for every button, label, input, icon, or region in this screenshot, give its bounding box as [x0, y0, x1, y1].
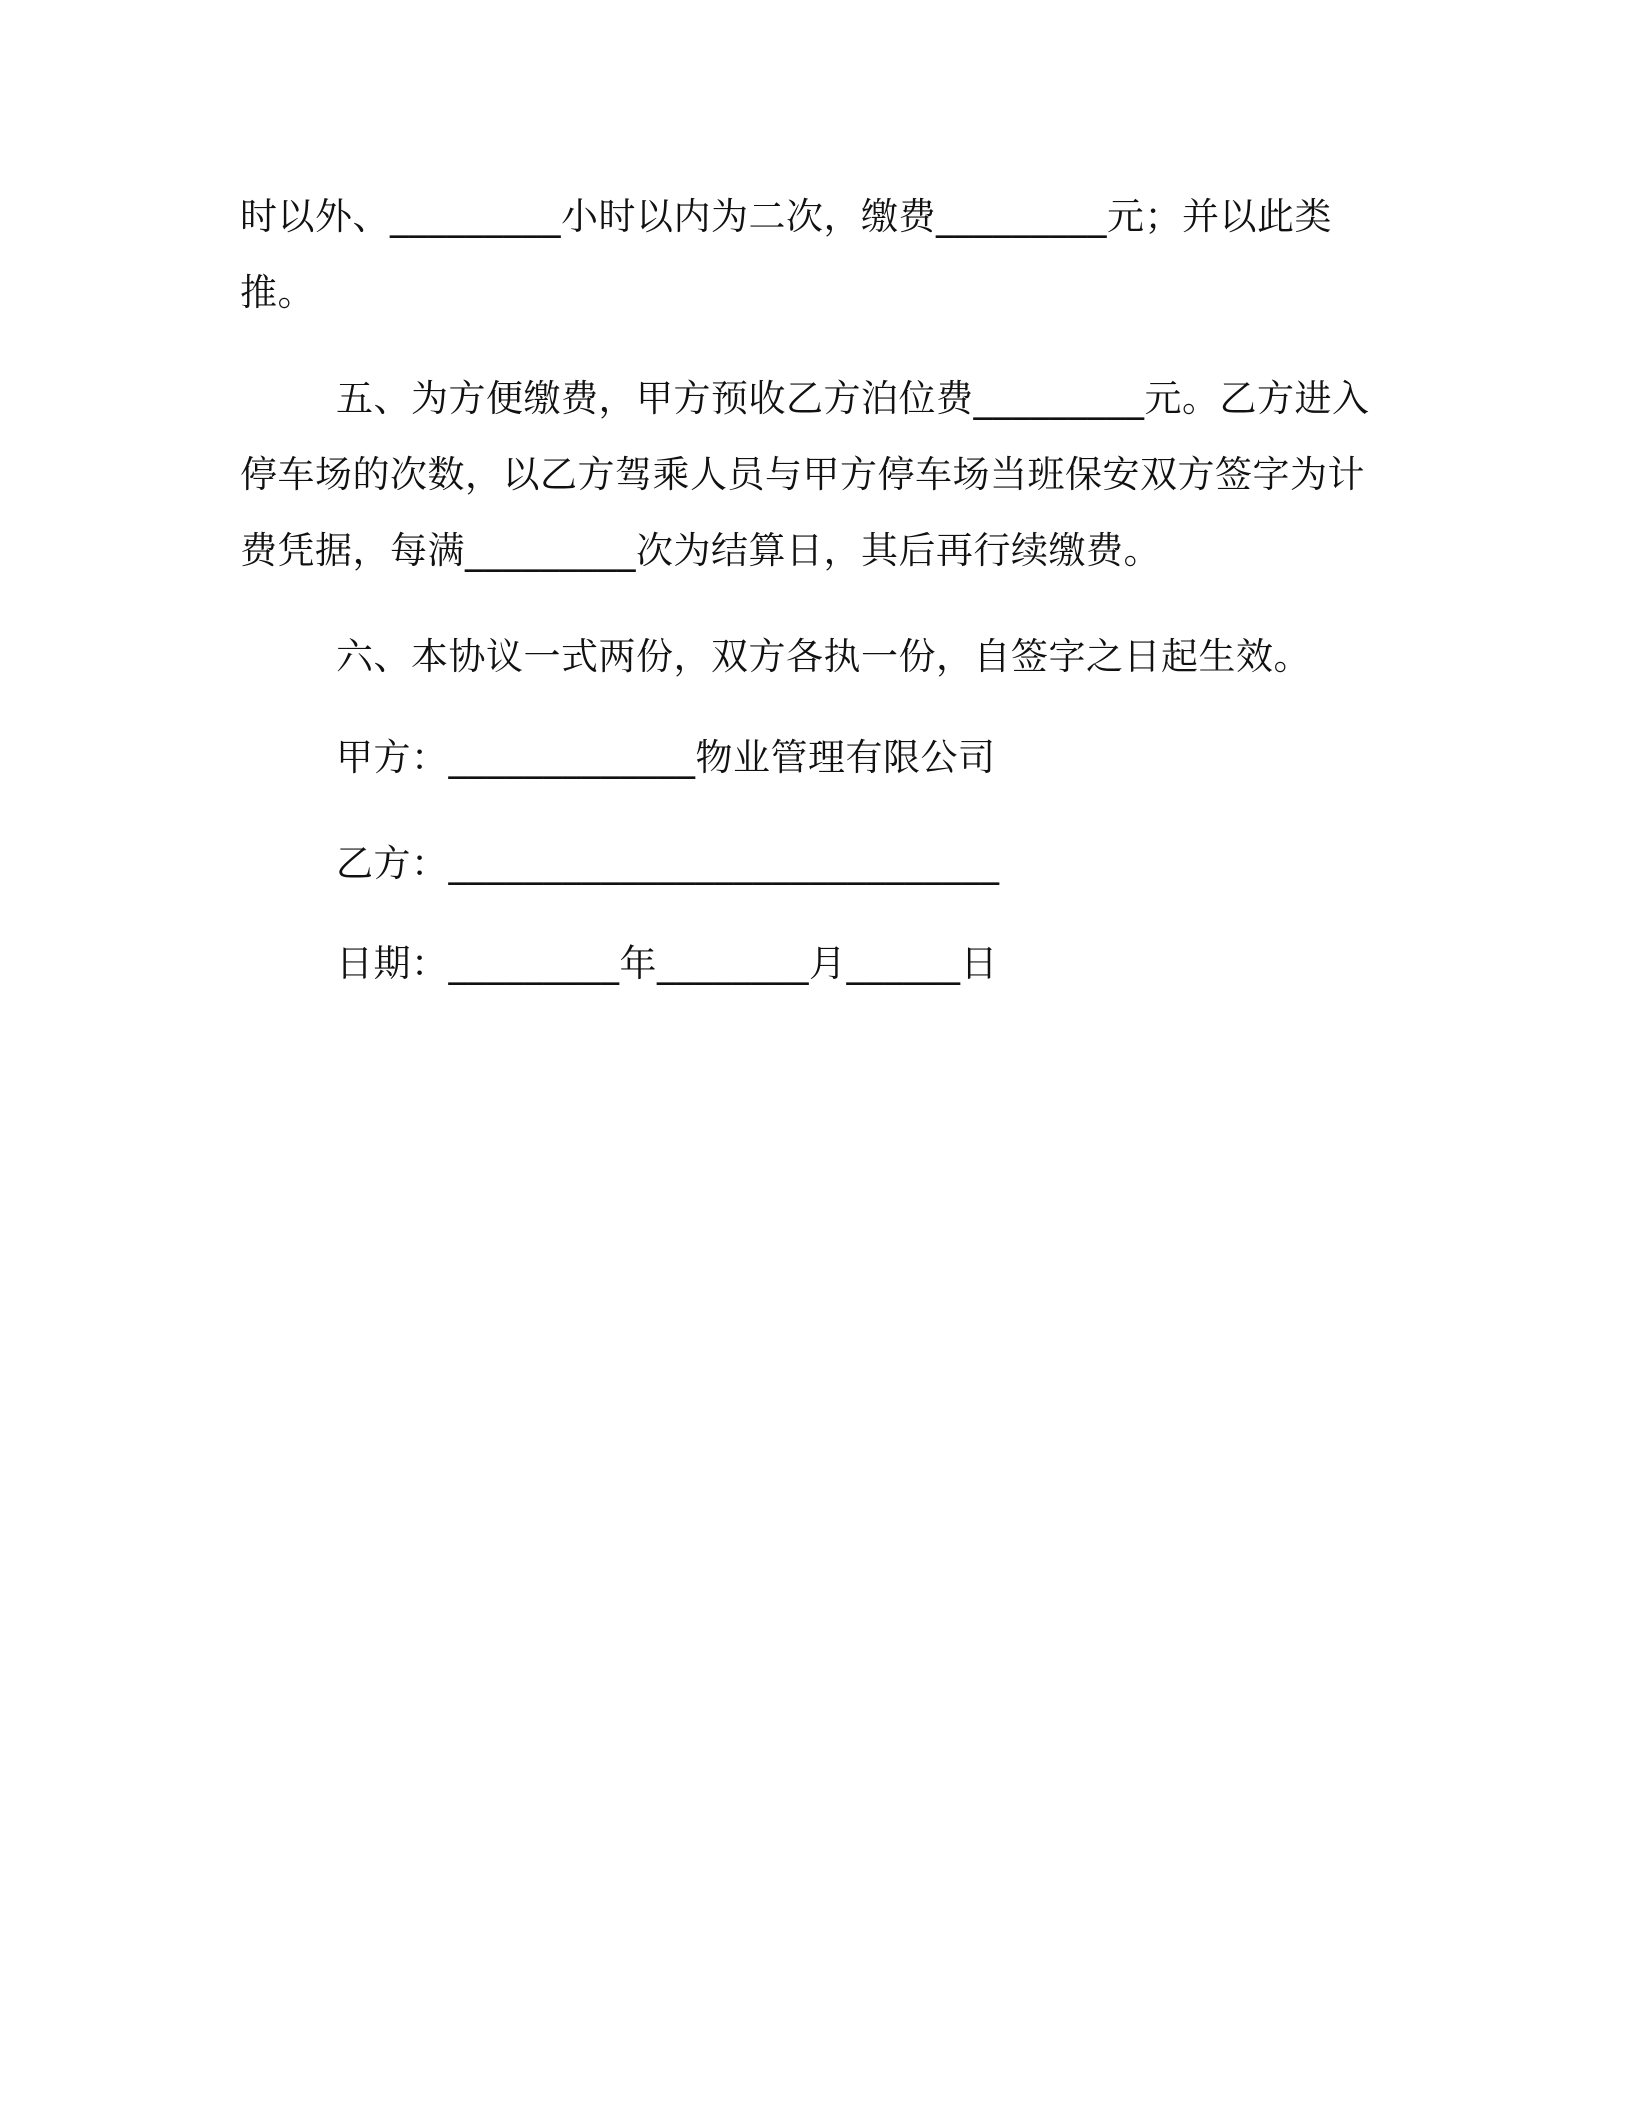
party-b-line: 乙方：_____________________________ — [336, 842, 1000, 885]
date-line: 日期：_________年________月______日 — [336, 942, 998, 985]
clause-5-line-1: 五、为方便缴费，甲方预收乙方泊位费_________元。乙方进入 — [336, 377, 1370, 420]
clause-4-line-1: 时以外、_________小时以内为二次，缴费_________元；并以此类 — [240, 195, 1332, 238]
clause-4-line-2: 推。 — [240, 271, 315, 314]
clause-5-line-2: 停车场的次数，以乙方驾乘人员与甲方停车场当班保安双方签字为计 — [240, 453, 1365, 496]
party-a-line: 甲方：_____________物业管理有限公司 — [336, 736, 996, 779]
clause-6-line: 六、本协议一式两份，双方各执一份，自签字之日起生效。 — [336, 635, 1311, 678]
clause-5-line-3: 费凭据，每满_________次为结算日，其后再行续缴费。 — [240, 529, 1161, 572]
